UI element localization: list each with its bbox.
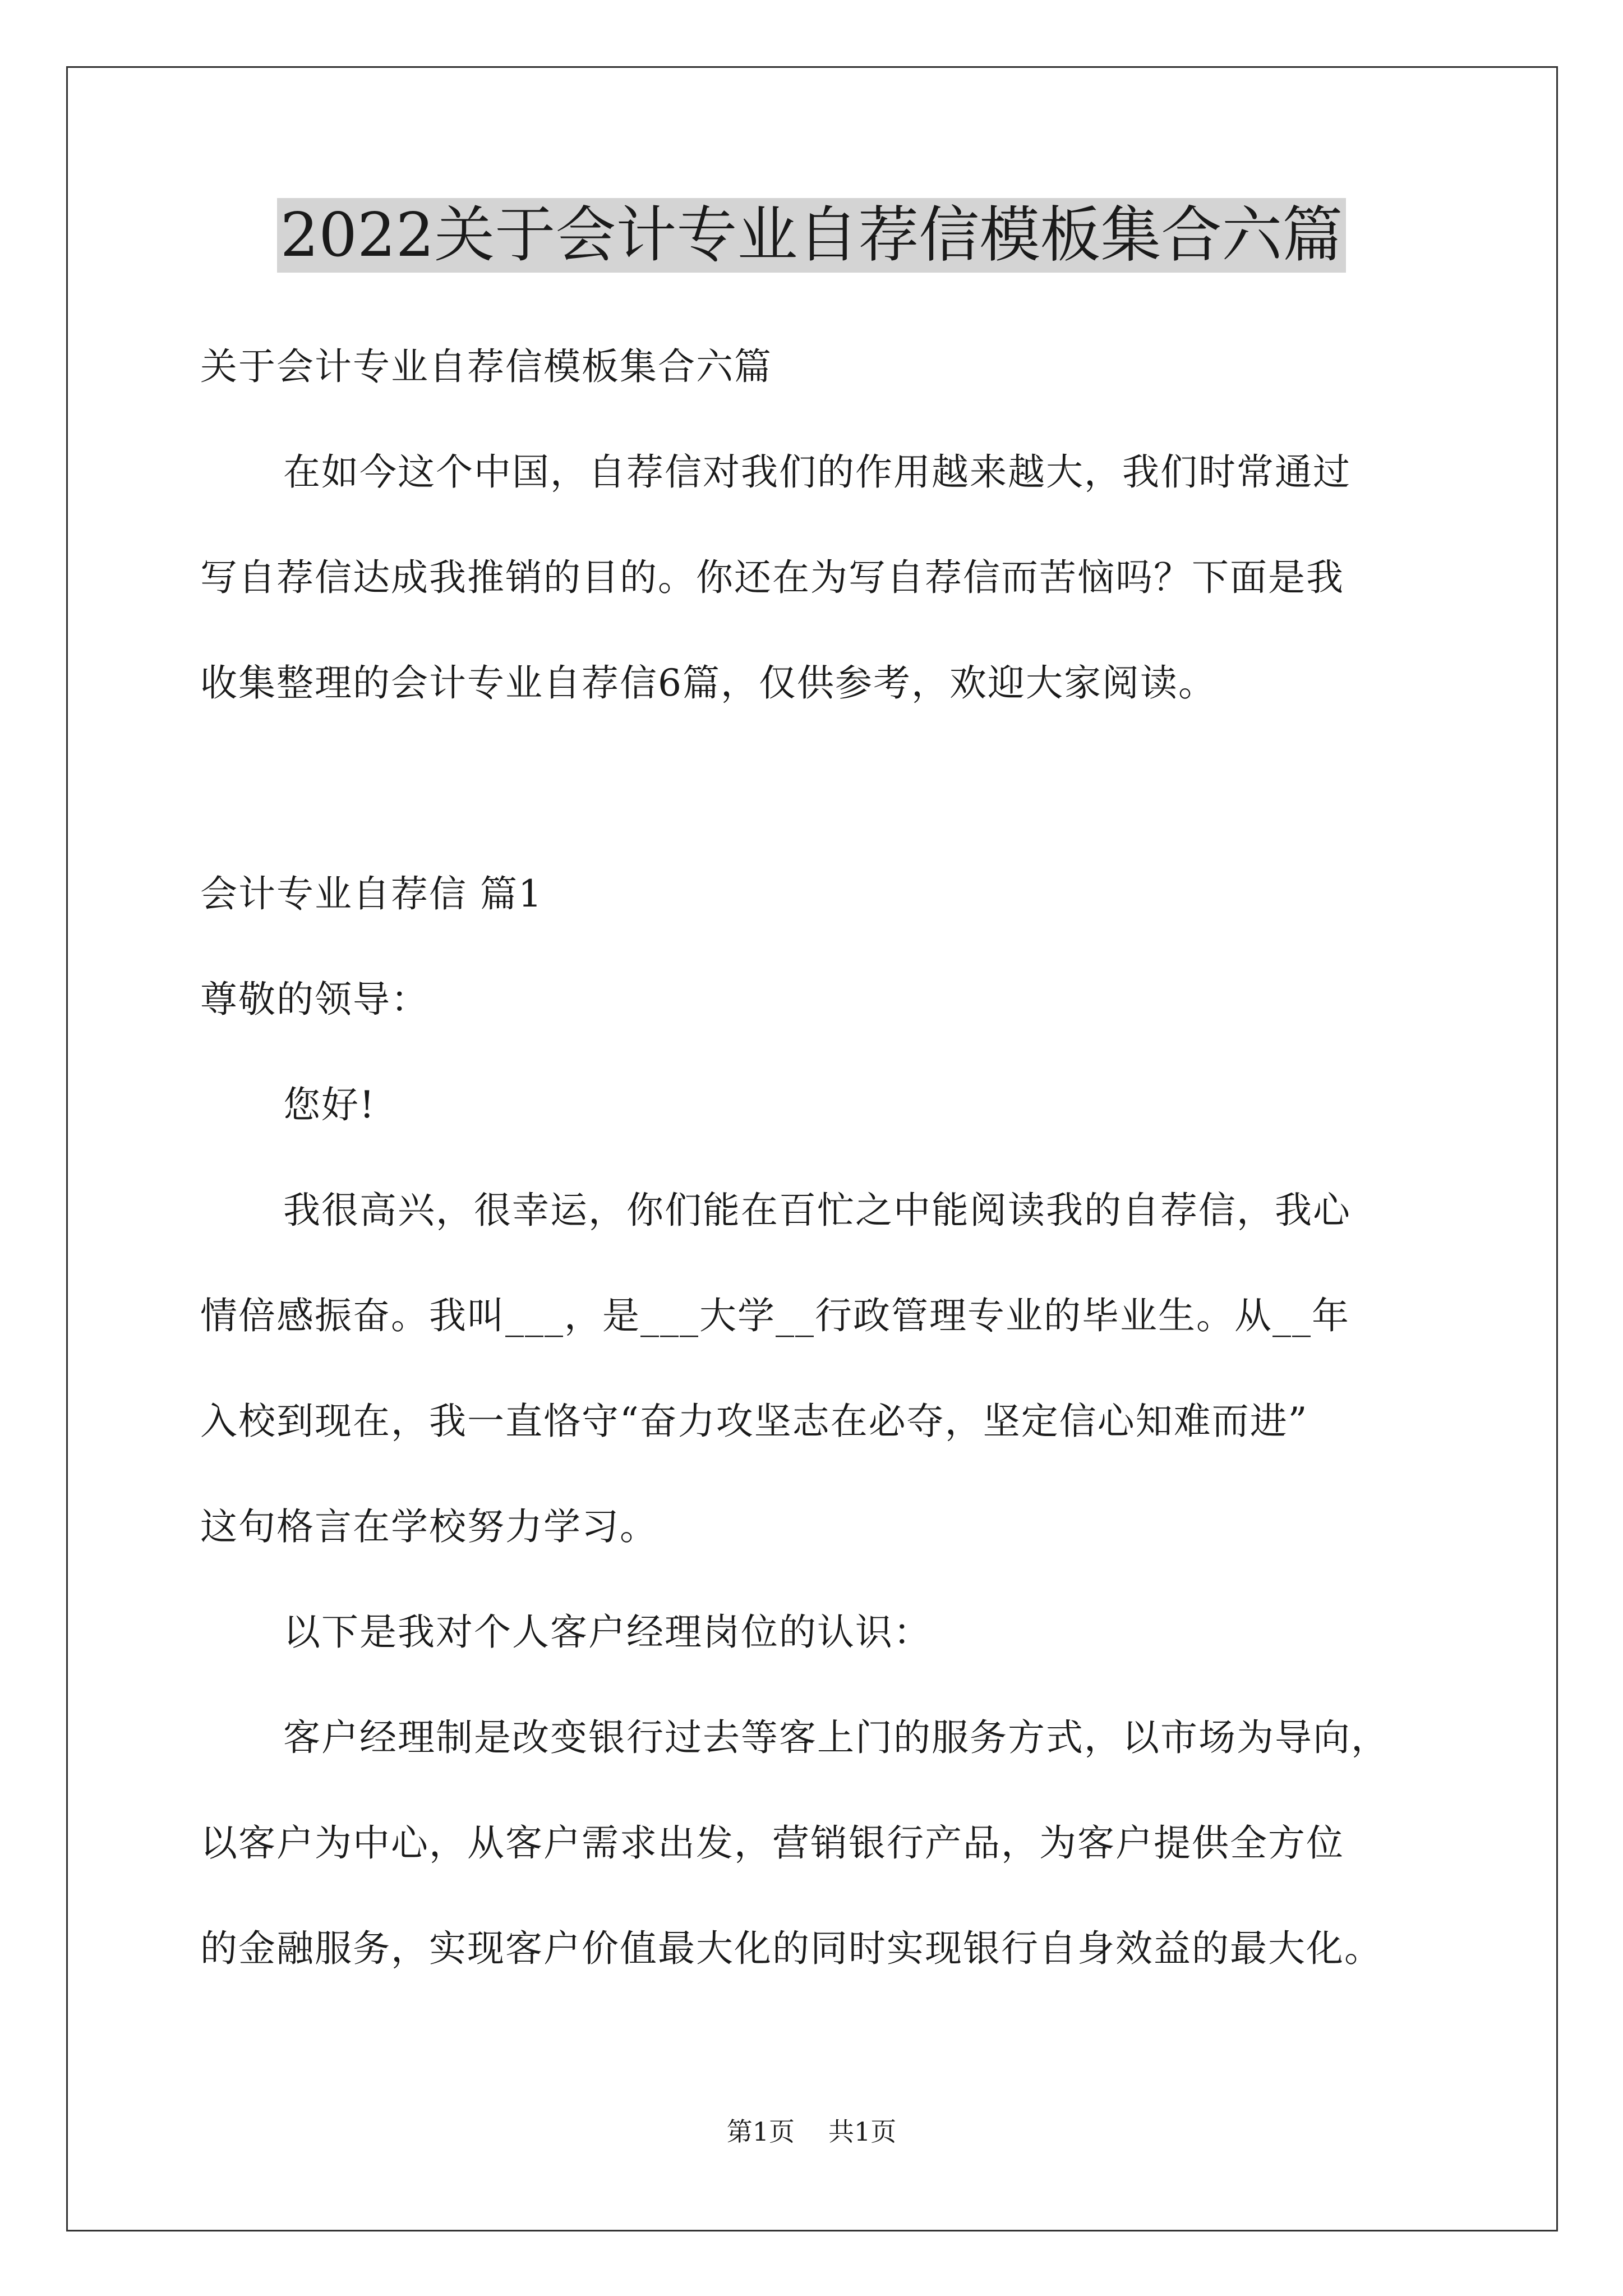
paragraph-line: 入校到现在，我一直恪守“奋力攻坚志在必夺，坚定信心知难而进” [200,1400,1308,1443]
spacer [200,736,1434,841]
paragraph-line: 收集整理的会计专业自荐信6篇，仅供参考，欢迎大家阅读。 [200,661,1216,705]
page-number: 第1页 [726,2116,795,2147]
paragraph-line: 我很高兴，很幸运，你们能在百忙之中能阅读我的自荐信，我心 [283,1189,1351,1232]
paragraph-line: 在如今这个中国，自荐信对我们的作用越来越大，我们时常通过 [283,450,1351,494]
subtitle-line: 关于会计专业自荐信模板集合六篇 [200,345,772,388]
paragraph-line: 以客户为中心，从客户需求出发，营销银行产品，为客户提供全方位 [200,1821,1344,1865]
paragraph-line: 写自荐信达成我推销的目的。你还在为写自荐信而苦恼吗？下面是我 [200,556,1344,599]
paragraph-line: 的金融服务，实现客户价值最大化的同时实现银行自身效益的最大化。 [200,1927,1382,1970]
section-heading: 会计专业自荐信 篇1 [200,872,543,915]
salutation: 尊敬的领导： [200,978,429,1021]
page-total: 共1页 [828,2116,897,2147]
paragraph-line: 客户经理制是改变银行过去等客上门的服务方式，以市场为导向， [283,1716,1389,1759]
paragraph-line: 这句格言在学校努力学习。 [200,1505,658,1548]
document-body [200,314,1434,2001]
paragraph-line: 情倍感振奋。我叫___，是___大学__行政管理专业的毕业生。从__年 [200,1294,1350,1337]
paragraph-line: 以下是我对个人客户经理岗位的认识： [283,1611,932,1654]
greeting: 您好! [283,1083,376,1126]
document-title-text: 2022关于会计专业自荐信模板集合六篇 [277,198,1347,273]
page-footer [0,2115,1623,2148]
document-title [0,196,1623,275]
